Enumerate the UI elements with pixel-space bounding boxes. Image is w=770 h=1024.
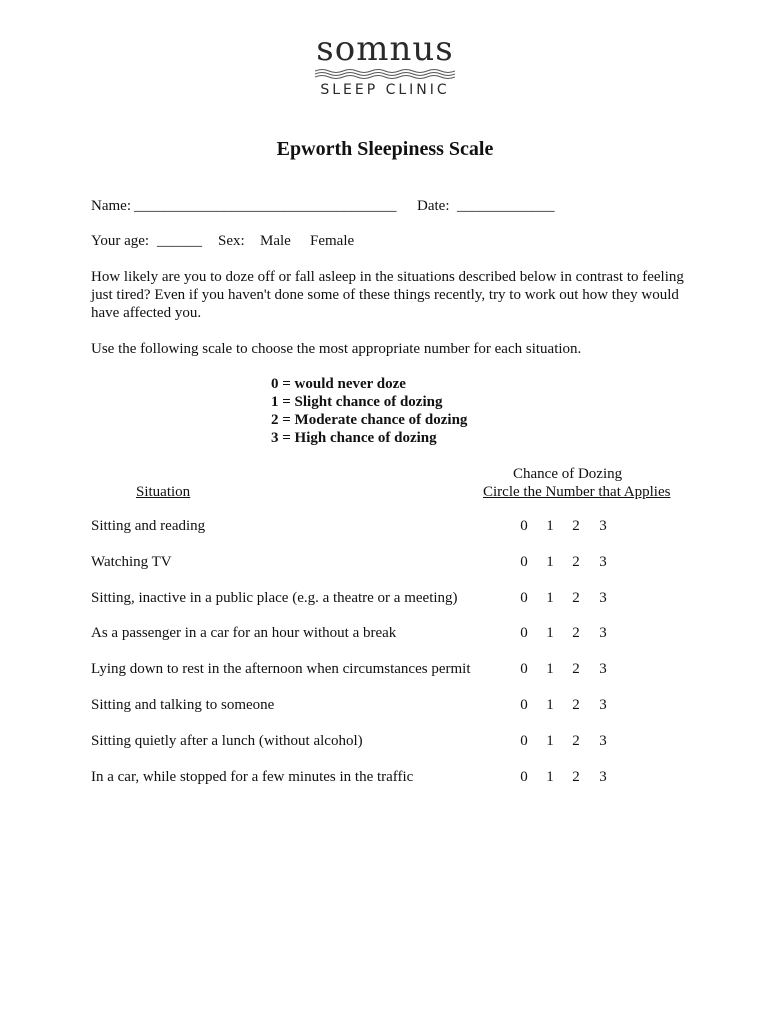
chance-option-0[interactable]: 0 <box>520 768 528 785</box>
chance-option-1[interactable]: 1 <box>546 625 554 642</box>
chance-option-1[interactable]: 1 <box>546 553 554 570</box>
chance-option-2[interactable]: 2 <box>572 518 580 534</box>
chance-option-2[interactable]: 2 <box>572 732 580 749</box>
chance-option-1[interactable]: 1 <box>546 661 554 678</box>
chance-option-1[interactable]: 1 <box>546 696 554 713</box>
situation-text: Sitting and talking to someone <box>91 696 275 713</box>
chance-option-3[interactable]: 3 <box>599 732 607 749</box>
chance-option-0[interactable]: 0 <box>520 661 528 678</box>
chance-option-2[interactable]: 2 <box>572 589 580 606</box>
chance-option-2[interactable]: 2 <box>572 696 580 713</box>
logo-subtitle: SLEEP CLINIC <box>320 82 450 98</box>
situation-text: Sitting and reading <box>91 518 206 534</box>
chance-option-0[interactable]: 0 <box>520 518 528 534</box>
page-title: Epworth Sleepiness Scale <box>276 138 494 160</box>
chance-option-1[interactable]: 1 <box>546 768 554 785</box>
chance-option-0[interactable]: 0 <box>520 553 528 570</box>
sex-option-male[interactable]: Male <box>260 233 291 249</box>
situation-text: As a passenger in a car for an hour without a break <box>91 625 397 642</box>
scale-item: 2 = Moderate chance of dozing <box>271 412 468 428</box>
situation-row <box>0 517 770 553</box>
chance-option-3[interactable]: 3 <box>599 553 607 570</box>
instruction-paragraph: Use the following scale to choose the most appropriate number for each situation. <box>91 341 582 357</box>
chance-option-3[interactable]: 3 <box>599 589 607 606</box>
chance-option-1[interactable]: 1 <box>546 518 554 534</box>
chance-option-3[interactable]: 3 <box>599 768 607 785</box>
chance-option-2[interactable]: 2 <box>572 553 580 570</box>
scale-item: 1 = Slight chance of dozing <box>271 394 443 410</box>
sex-option-female[interactable]: Female <box>310 233 355 249</box>
chance-subheader: Circle the Number that Applies <box>483 484 671 500</box>
situation-row <box>0 696 770 732</box>
age-label: Your age: <box>91 233 150 249</box>
chance-option-3[interactable]: 3 <box>599 696 607 713</box>
chance-option-3[interactable]: 3 <box>599 625 607 642</box>
scale-item: 0 = would never doze <box>271 376 406 392</box>
scale-item: 3 = High chance of dozing <box>271 430 437 446</box>
situation-text: Sitting quietly after a lunch (without alcohol) <box>91 732 363 749</box>
chance-option-1[interactable]: 1 <box>546 589 554 606</box>
clinic-logo <box>0 30 770 99</box>
date-label: Date: <box>417 198 450 214</box>
chance-option-1[interactable]: 1 <box>546 732 554 749</box>
age-field[interactable]: ______ <box>157 233 202 249</box>
situation-header: Situation <box>136 484 191 500</box>
sex-label: Sex: <box>218 233 245 249</box>
situation-row <box>0 660 770 696</box>
chance-option-0[interactable]: 0 <box>520 732 528 749</box>
chance-option-2[interactable]: 2 <box>572 768 580 785</box>
situation-text: Lying down to rest in the afternoon when circumstances permit <box>91 661 471 678</box>
chance-option-3[interactable]: 3 <box>599 518 607 534</box>
situation-text: In a car, while stopped for a few minutes in the traffic <box>91 768 414 785</box>
name-label: Name: <box>91 198 131 214</box>
situation-row <box>0 553 770 589</box>
situation-list <box>0 517 770 803</box>
chance-option-0[interactable]: 0 <box>520 625 528 642</box>
situation-text: Watching TV <box>91 553 172 570</box>
chance-option-3[interactable]: 3 <box>599 661 607 678</box>
chance-option-0[interactable]: 0 <box>520 696 528 713</box>
date-field[interactable]: _____________ <box>457 198 555 214</box>
situation-text: Sitting, inactive in a public place (e.g. a theatre or a meeting) <box>91 589 458 606</box>
chance-option-0[interactable]: 0 <box>520 589 528 606</box>
scale-legend <box>271 375 467 447</box>
situation-row <box>0 768 770 804</box>
intro-paragraph: How likely are you to doze off or fall asleep in the situations described below in contrast to feeling just tired? Even if you haven't done some of these things recently, try to work out how they would have affected you. <box>91 269 684 321</box>
logo-wordmark: somnus <box>316 29 454 69</box>
situation-row <box>0 624 770 660</box>
chance-header: Chance of Dozing <box>513 466 623 482</box>
situation-row <box>0 589 770 625</box>
situation-row <box>0 732 770 768</box>
chance-option-2[interactable]: 2 <box>572 625 580 642</box>
name-field[interactable]: ___________________________________ <box>134 198 397 214</box>
chance-option-2[interactable]: 2 <box>572 661 580 678</box>
logo-waves-icon <box>315 68 455 80</box>
